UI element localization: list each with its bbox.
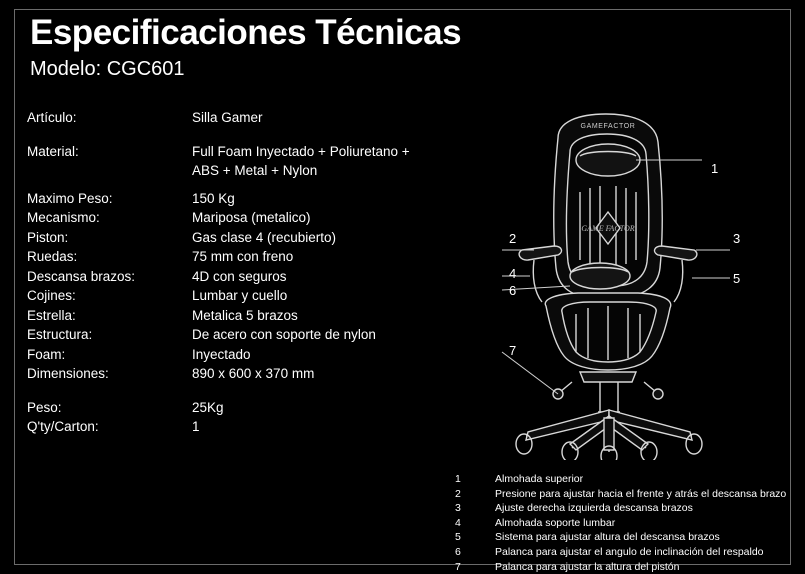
callout-6: 6 bbox=[509, 283, 517, 298]
legend-text: Ajuste derecha izquierda descansa brazos bbox=[495, 502, 693, 515]
table-row bbox=[27, 286, 427, 306]
legend-number: 1 bbox=[455, 473, 461, 485]
row-spacer bbox=[27, 128, 427, 142]
legend-text: Almohada soporte lumbar bbox=[495, 516, 616, 529]
specifications-table bbox=[27, 108, 427, 437]
table-row bbox=[27, 189, 427, 209]
list-item bbox=[455, 501, 790, 516]
legend-number: 2 bbox=[455, 487, 461, 500]
legend-number: 7 bbox=[455, 560, 461, 573]
legend-number: 6 bbox=[455, 545, 461, 558]
callout-1: 1 bbox=[711, 161, 719, 176]
brand-logo-text: GAMEFACTOR bbox=[580, 123, 636, 130]
callout-3: 3 bbox=[733, 231, 741, 246]
callout-4: 4 bbox=[509, 266, 517, 281]
spec-key: Ruedas: bbox=[27, 249, 78, 264]
spec-key: Foam: bbox=[27, 346, 66, 362]
table-row bbox=[27, 208, 427, 228]
spec-key: Cojines: bbox=[27, 288, 76, 303]
table-row bbox=[27, 417, 427, 437]
table-row bbox=[27, 247, 427, 267]
spec-value: Mariposa (metalico) bbox=[192, 210, 311, 225]
row-spacer bbox=[27, 181, 427, 189]
legend-text: Almohada superior bbox=[495, 473, 584, 485]
spec-value: 75 mm con freno bbox=[192, 249, 294, 264]
list-item bbox=[455, 472, 790, 487]
callout-5: 5 bbox=[733, 271, 741, 286]
row-spacer bbox=[27, 384, 427, 398]
callout-7: 7 bbox=[509, 343, 517, 358]
table-row bbox=[27, 398, 427, 418]
table-row bbox=[27, 267, 427, 287]
spec-key: Piston: bbox=[27, 229, 69, 245]
spec-value: Full Foam Inyectado + Poliuretano + ABS + Metal + Nylon bbox=[192, 143, 410, 178]
legend-list bbox=[455, 472, 790, 574]
spec-value: Gas clase 4 (recubierto) bbox=[192, 229, 337, 245]
spec-value: Metalica 5 brazos bbox=[192, 307, 298, 323]
list-item bbox=[455, 516, 790, 531]
table-row bbox=[27, 364, 427, 384]
seat-brand-text: GAME FACTOR bbox=[581, 224, 635, 233]
table-row bbox=[27, 345, 427, 365]
legend-text: Presione para ajustar hacia el frente y atrás el descansa brazo bbox=[495, 487, 787, 500]
legend-text: Sistema para ajustar altura del descansa brazos bbox=[495, 531, 720, 544]
spec-value: 1 bbox=[192, 419, 200, 434]
spec-key: Descansa brazos: bbox=[27, 268, 136, 284]
list-item bbox=[455, 545, 790, 560]
list-item bbox=[455, 487, 790, 502]
table-row bbox=[27, 228, 427, 248]
page-title: Especificaciones Técnicas bbox=[30, 13, 462, 52]
spec-value: 4D con seguros bbox=[192, 268, 287, 284]
spec-key: Peso: bbox=[27, 399, 62, 415]
spec-value: Lumbar y cuello bbox=[192, 288, 288, 303]
spec-value: 150 Kg bbox=[192, 190, 235, 206]
spec-value: Silla Gamer bbox=[192, 110, 263, 125]
spec-key: Q'ty/Carton: bbox=[27, 419, 99, 434]
spec-key: Estrella: bbox=[27, 307, 76, 323]
spec-value: Inyectado bbox=[192, 346, 251, 362]
spec-key: Maximo Peso: bbox=[27, 190, 113, 206]
spec-key: Dimensiones: bbox=[27, 366, 109, 381]
legend-number: 4 bbox=[455, 516, 461, 529]
spec-key: Mecanismo: bbox=[27, 210, 100, 225]
spec-key: Estructura: bbox=[27, 327, 93, 342]
table-row bbox=[27, 108, 427, 128]
list-item bbox=[455, 530, 790, 545]
spec-value: 25Kg bbox=[192, 399, 224, 415]
model-subtitle: Modelo: CGC601 bbox=[30, 58, 185, 80]
spec-key: Artículo: bbox=[27, 110, 77, 125]
table-row bbox=[27, 325, 427, 345]
legend-number: 5 bbox=[455, 531, 461, 544]
table-row bbox=[27, 142, 427, 181]
spec-value: 890 x 600 x 370 mm bbox=[192, 366, 315, 381]
callout-2: 2 bbox=[509, 231, 517, 246]
table-row bbox=[27, 306, 427, 326]
spec-key: Material: bbox=[27, 143, 79, 159]
spec-value: De acero con soporte de nylon bbox=[192, 327, 376, 342]
legend-number: 3 bbox=[455, 502, 461, 515]
list-item bbox=[455, 560, 790, 574]
legend-text: Palanca para ajustar la altura del pistón bbox=[495, 560, 680, 573]
legend-text: Palanca para ajustar el angulo de inclinación del respaldo bbox=[495, 545, 764, 558]
